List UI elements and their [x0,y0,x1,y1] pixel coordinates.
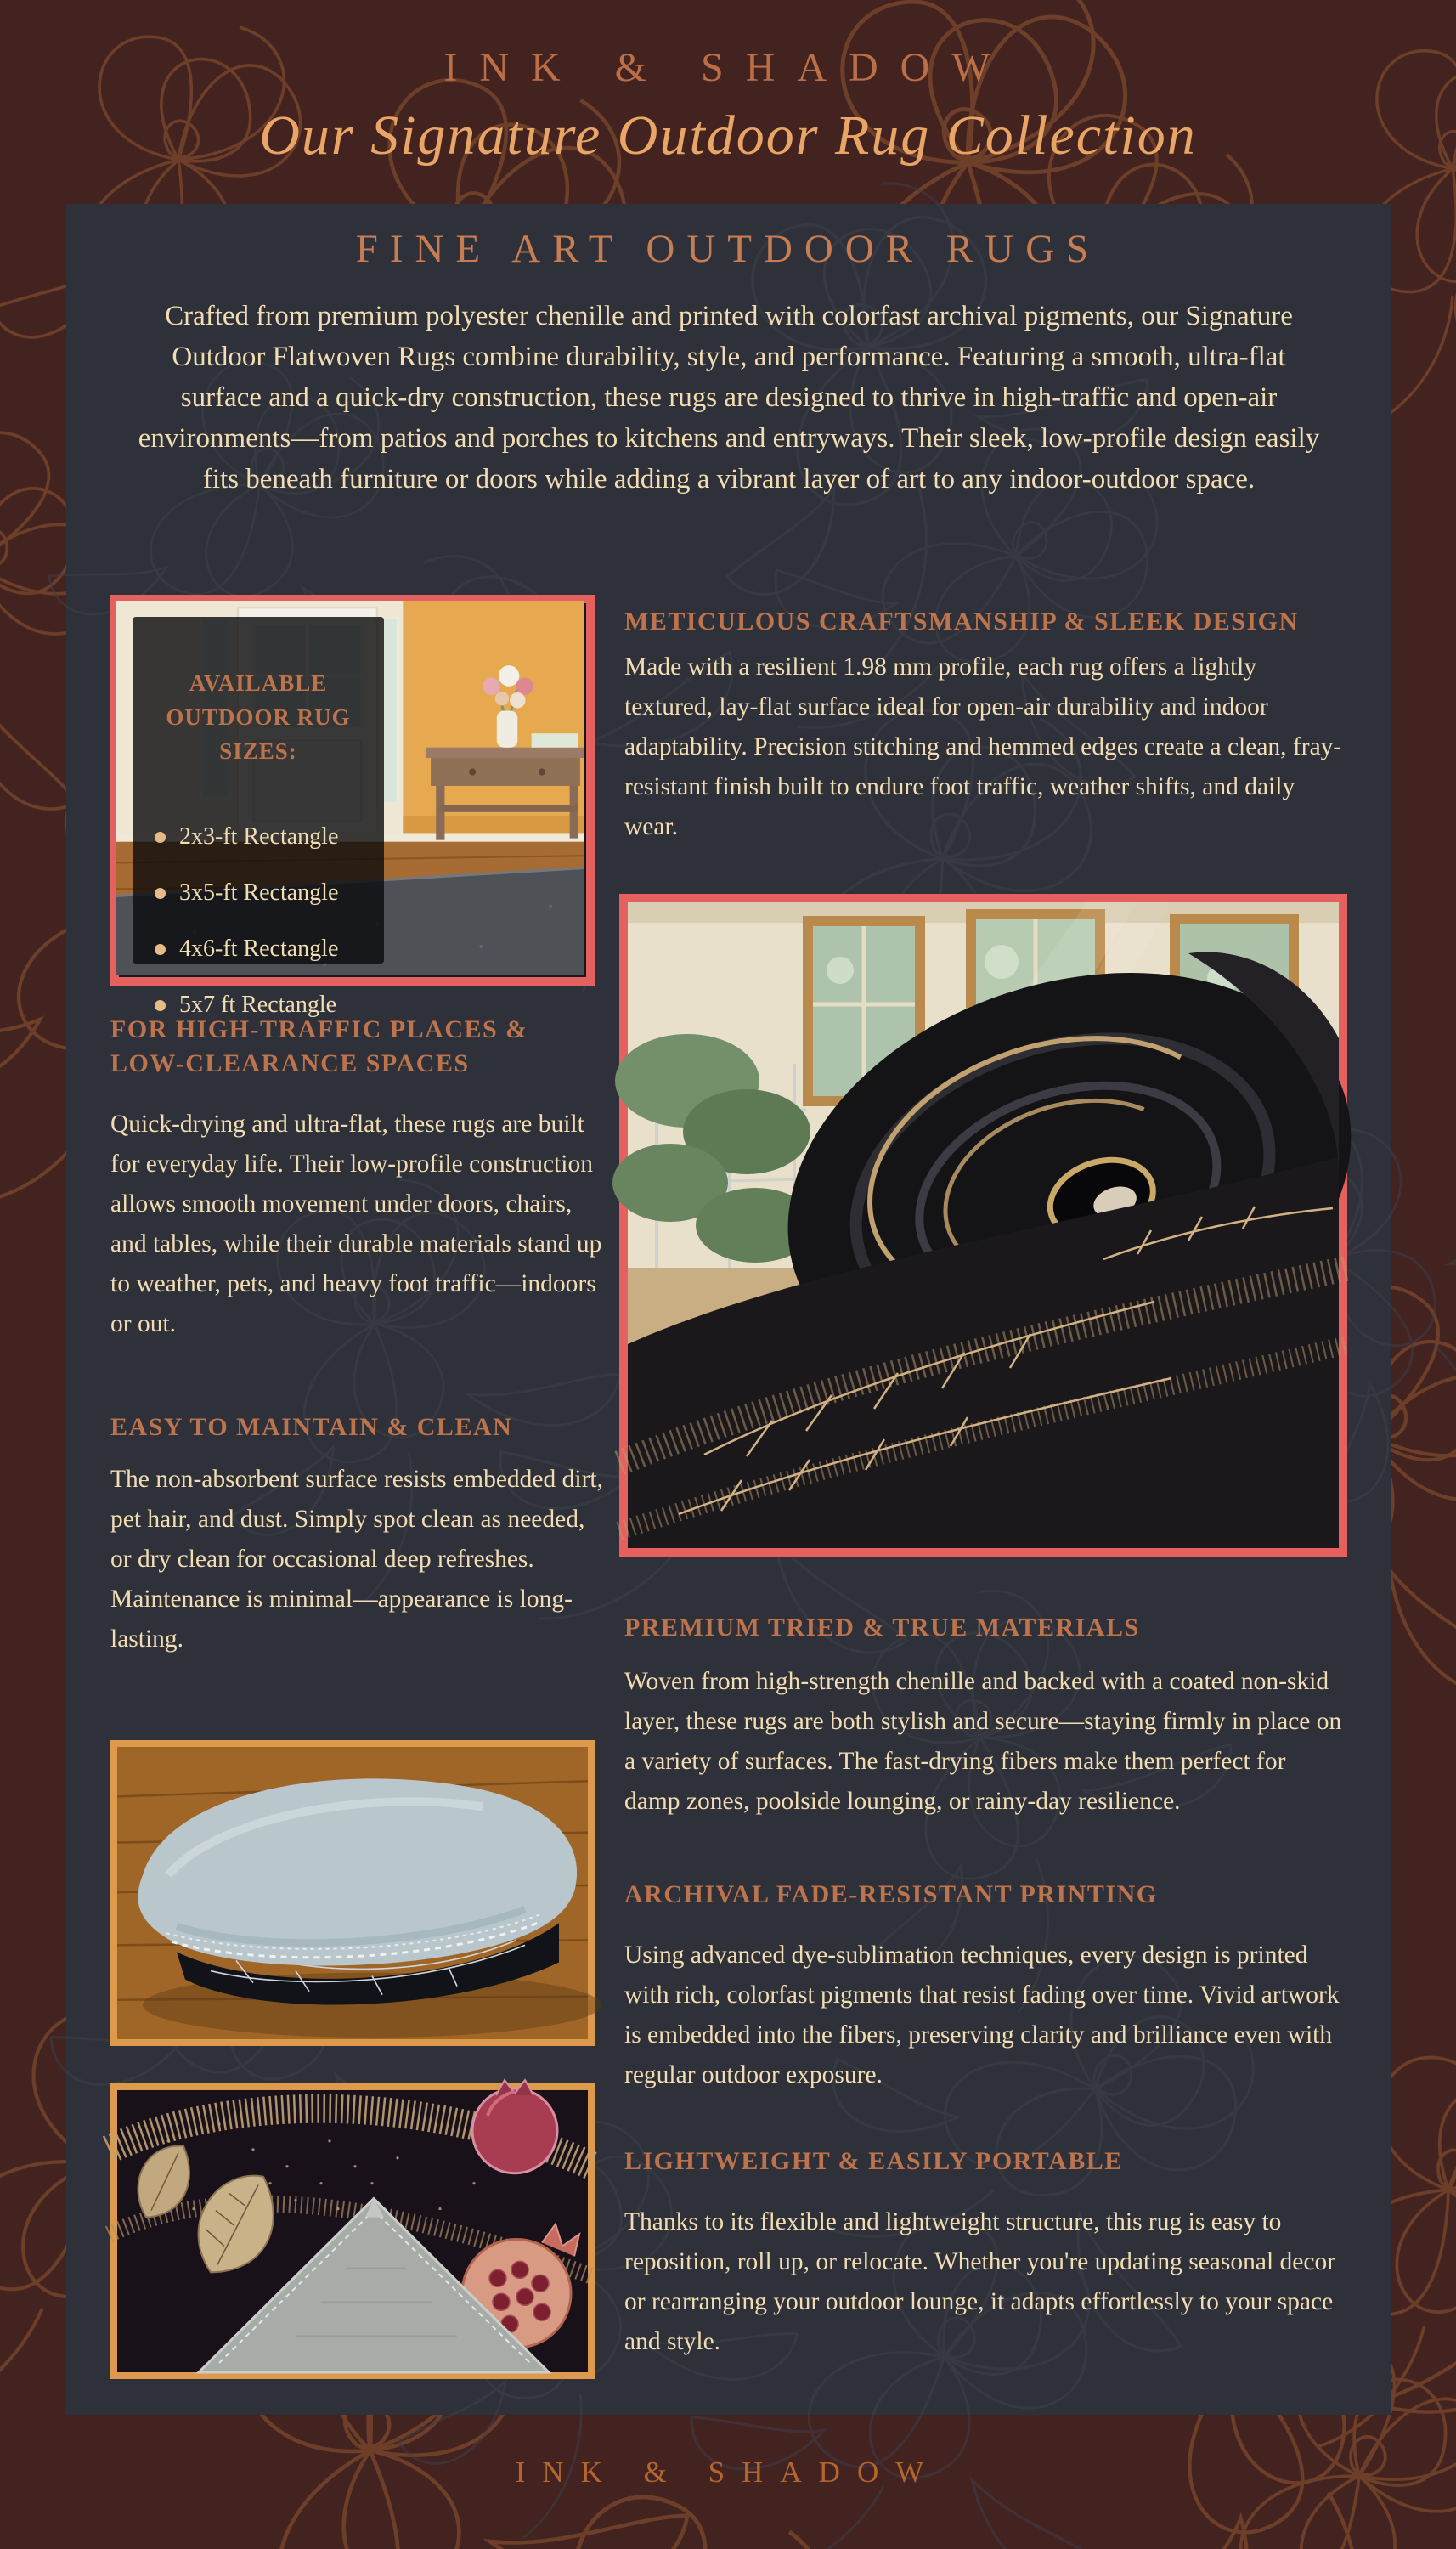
rug-corner-photo-card [110,2083,595,2379]
size-option: 3x5-ft Rectangle [179,879,339,906]
rolled-rug-photo-card [619,894,1347,1557]
section-heading: PREMIUM TRIED & TRUE MATERIALS [624,1614,1140,1642]
section-body: Using advanced dye-sublimation techniques, every design is printed with rich, colorfast pigments that resist fading over time. Vivid artwork is embedded into the fibers, preserving clarity and brilliance even with regular outdoor exposure. [624,1941,1340,2088]
rolled-rug-photo [628,902,1339,1548]
page-title: FINE ART OUTDOOR RUGS [355,227,1101,271]
list-item [155,865,367,921]
footer-brand: INK & SHADOW [515,2456,941,2489]
bullet-icon [155,1000,166,1011]
bullet-icon [155,832,166,843]
section-body: Made with a resilient 1.98 mm profile, each rug offers a lightly textured, lay-flat surface ideal for open-air durability and indoor adaptability. Precision stitching and hemmed edges create a clean, fray-resistant finish built to endure foot traffic, weather shifts, and daily wear. [624,653,1342,840]
intro-paragraph: Crafted from premium polyester chenille and printed with colorfast archival pigments, our Signature Outdoor Flatwoven Rugs combine durability, style, and performance. Featuring a smooth, ultra-flat surface and a quick-dry construction, these rugs are designed to thrive in high-traffic and open-air environments—from patios and porches to kitchens and entryways. Their sleek, low-profile design easily fits beneath furniture or doors while adding a vibrant layer of art to any indoor-outdoor space. [138,301,1320,495]
bullet-icon [155,944,166,955]
section-body: The non-absorbent surface resists embedded dirt, pet hair, and dust. Simply spot clean as needed, or dry clean for occasional deep refreshes. Maintenance is minimal—appearance is long-lasting. [110,1466,603,1653]
sizes-title: AVAILABLE OUTDOOR RUG SIZES: [166,670,351,764]
section-body: Woven from high-strength chenille and backed with a coated non-skid layer, these rugs are both stylish and secure—staying firmly in place on a variety of surfaces. The fast-drying fibers make them perfect for damp zones, poolside lounging, or rainy-day resilience. [624,1668,1342,1815]
section-heading: METICULOUS CRAFTSMANSHIP & SLEEK DESIGN [624,608,1299,636]
list-item [155,809,367,865]
brand-title: INK & SHADOW [443,45,1013,90]
folded-rug-photo [117,1747,588,2039]
list-item [155,921,367,977]
sizes-overlay-panel [133,617,384,1018]
section-heading: ARCHIVAL FADE-RESISTANT PRINTING [624,1880,1158,1908]
section-heading: FOR HIGH-TRAFFIC PLACES & LOW-CLEARANCE SPACES [110,1015,528,1077]
sizes-list [150,809,367,1033]
folded-rug-photo-card [110,1740,595,2046]
sizes-photo-card [110,595,595,1018]
section-heading: LIGHTWEIGHT & EASILY PORTABLE [624,2147,1123,2175]
size-option: 2x3-ft Rectangle [179,823,339,850]
bullet-icon [155,888,166,899]
size-option: 5x7 ft Rectangle [179,992,337,1018]
script-subtitle: Our Signature Outdoor Rug Collection [259,105,1197,167]
section-body: Quick-drying and ultra-flat, these rugs are built for everyday life. Their low-profile construction allows smooth movement under doors, chairs, and tables, while their durable materials stand up to weather, pets, and heavy foot traffic—indoors or out. [110,1111,602,1337]
section-heading: EASY TO MAINTAIN & CLEAN [110,1413,513,1441]
size-option: 4x6-ft Rectangle [179,935,339,962]
section-body: Thanks to its flexible and lightweight structure, this rug is easy to reposition, roll up, or relocate. Whether you're updating seasonal decor or rearranging your outdoor lounge, it adapts effortlessly to your space and style. [624,2208,1336,2355]
rug-corner-photo [117,2090,588,2372]
